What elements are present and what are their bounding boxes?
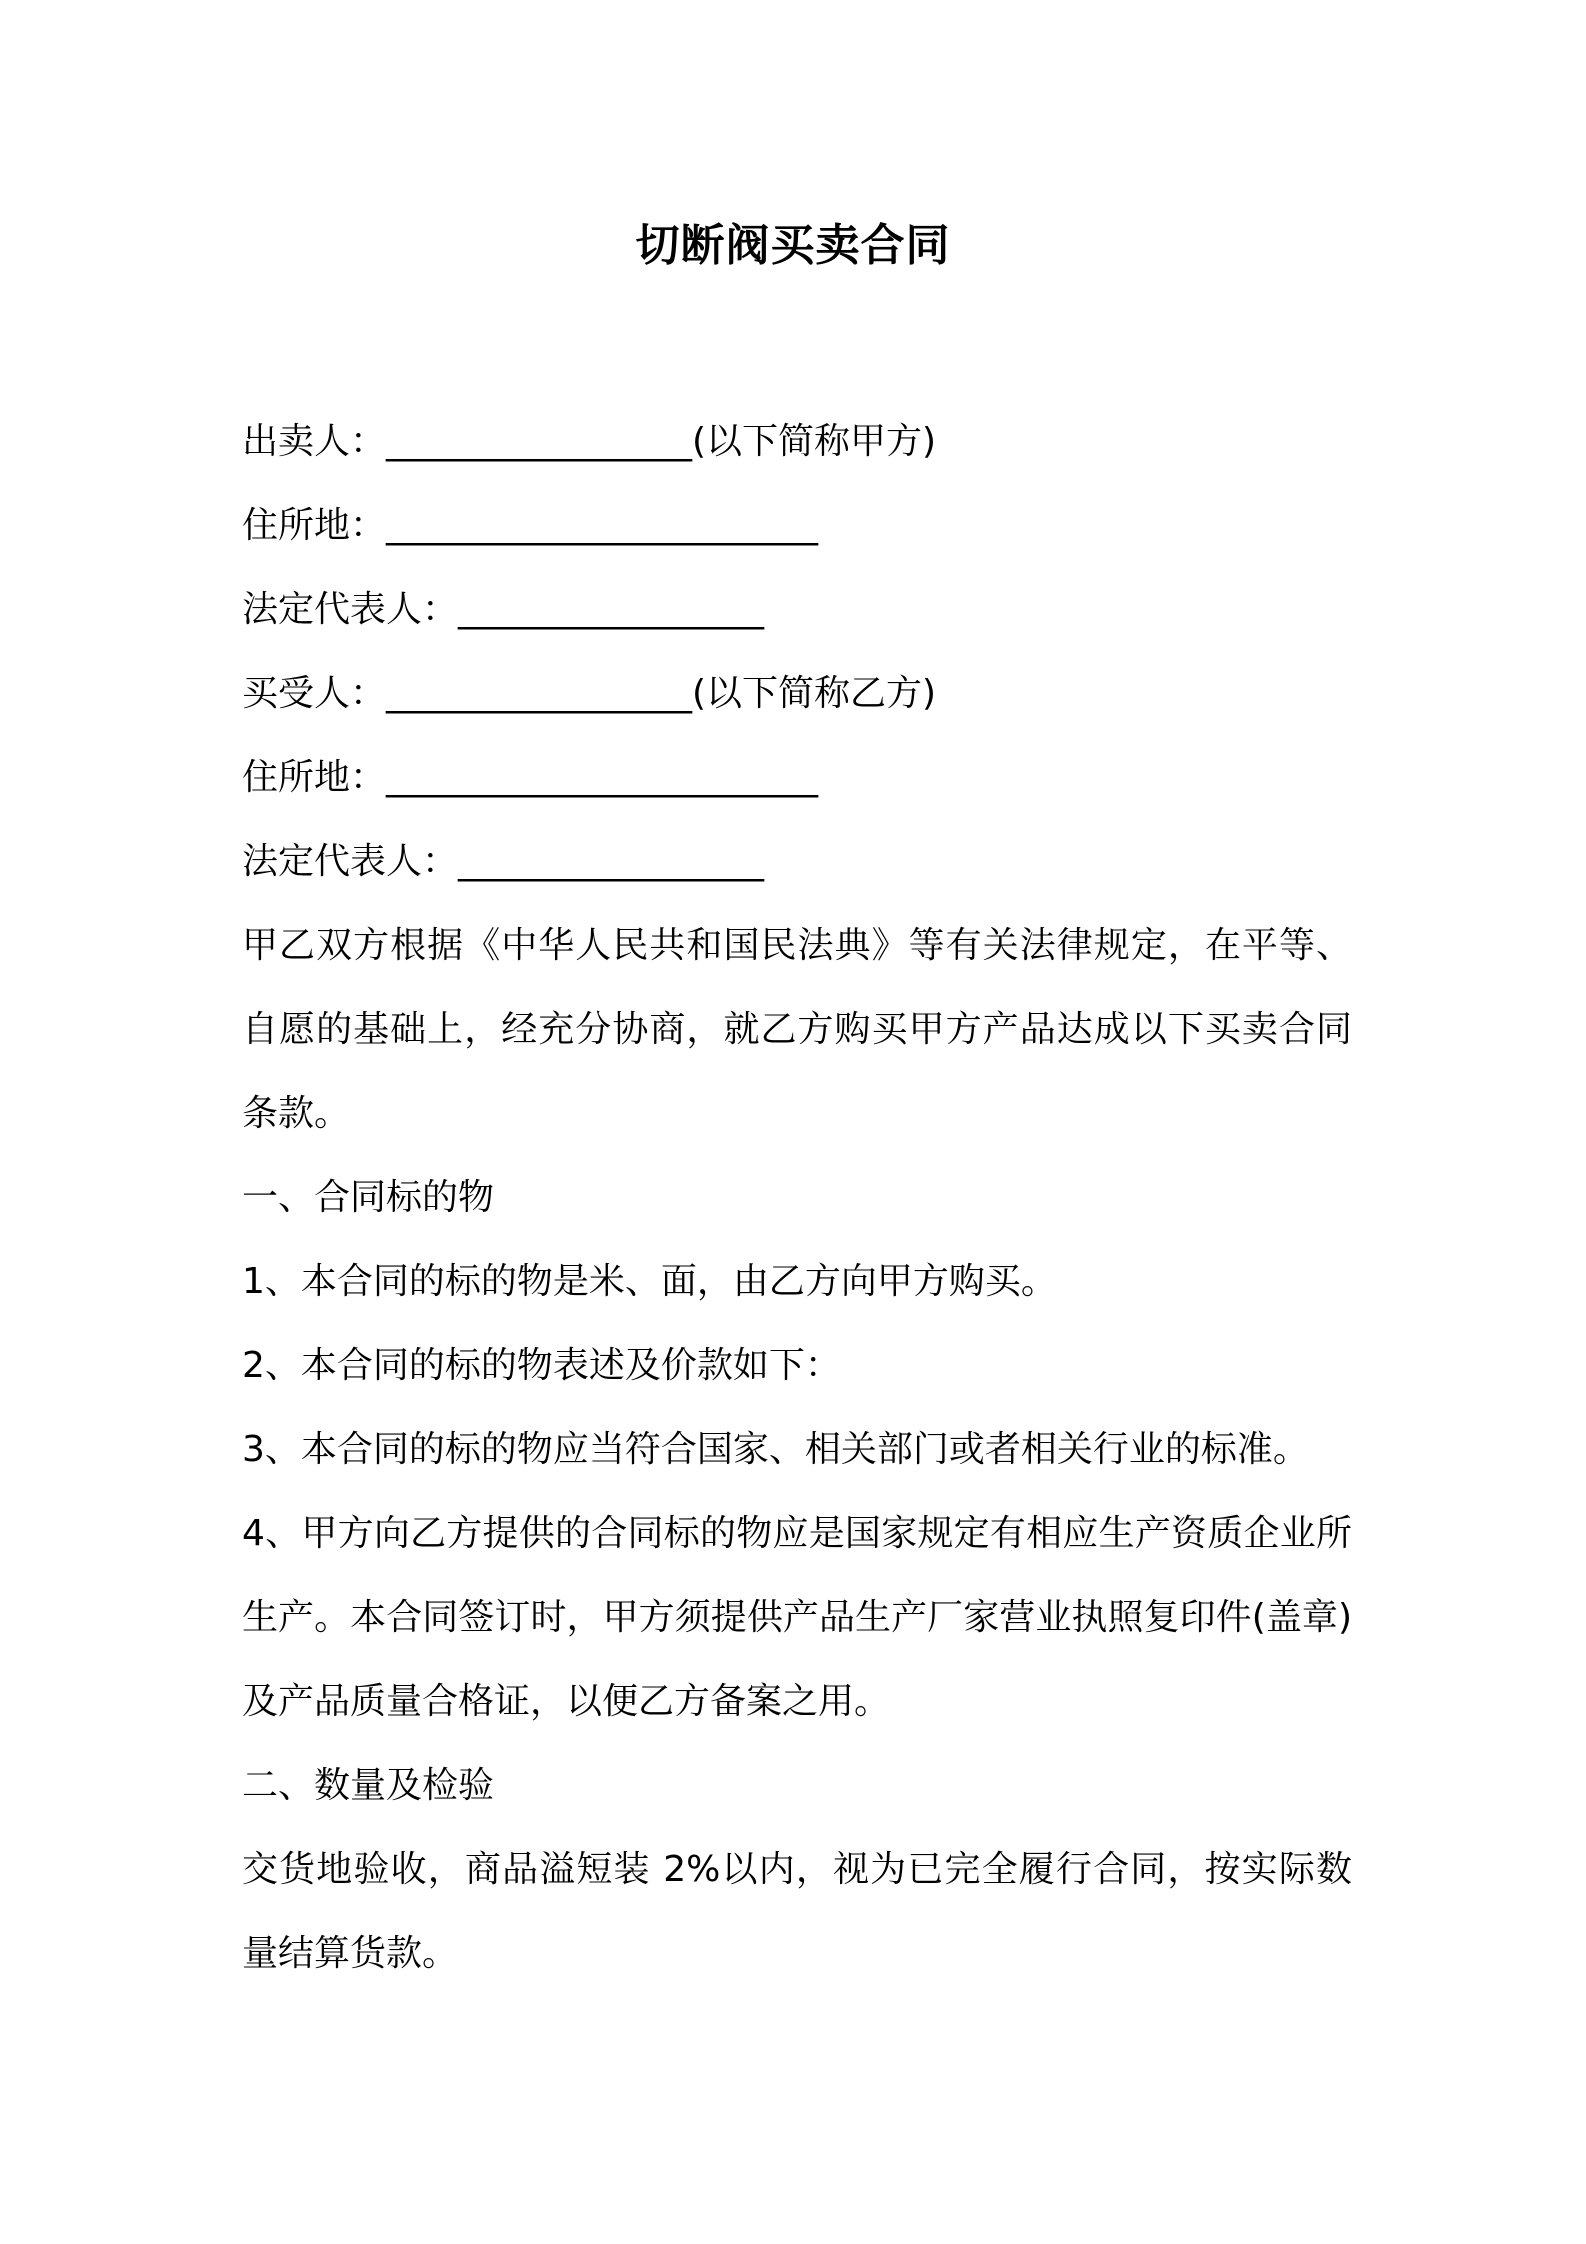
document-title: 切断阀买卖合同: [635, 220, 951, 271]
seller-representative-line: 法定代表人：_________________: [242, 589, 765, 630]
buyer-address-line: 住所地：________________________: [242, 757, 819, 798]
document-body: [242, 400, 1352, 1996]
section-2-text: 交货地验收，商品溢短装 2%以内，视为已完全履行合同，按实际数量结算货款。: [242, 1849, 1352, 1974]
section-1-item-1: 1、本合同的标的物是米、面，由乙方向甲方购买。: [242, 1261, 1057, 1302]
preamble-paragraph: 甲乙双方根据《中华人民共和国民法典》等有关法律规定，在平等、自愿的基础上，经充分协商，就乙方购买甲方产品达成以下买卖合同条款。: [242, 925, 1352, 1134]
section-1-item-2: 2、本合同的标的物表述及价款如下：: [242, 1345, 841, 1386]
section-1-heading: 一、合同标的物: [242, 1177, 495, 1218]
section-1-item-4: 4、甲方向乙方提供的合同标的物应是国家规定有相应生产资质企业所生产。本合同签订时，甲方须提供产品生产厂家营业执照复印件(盖章)及产品质量合格证，以便乙方备案之用。: [242, 1513, 1352, 1722]
section-2-heading: 二、数量及检验: [242, 1765, 495, 1806]
seller-address-line: 住所地：________________________: [242, 505, 819, 546]
section-1-item-3: 3、本合同的标的物应当符合国家、相关部门或者相关行业的标准。: [242, 1429, 1309, 1470]
seller-line: 出卖人：_________________(以下简称甲方): [242, 421, 937, 462]
buyer-representative-line: 法定代表人：_________________: [242, 841, 765, 882]
buyer-line: 买受人：_________________(以下简称乙方): [242, 673, 937, 714]
